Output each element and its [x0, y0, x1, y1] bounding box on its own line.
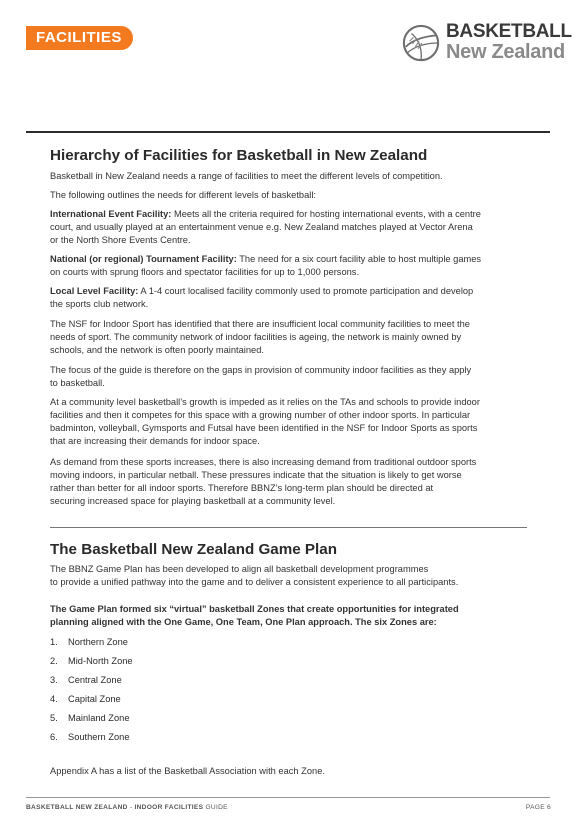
- local-line: the sports club network.: [50, 299, 149, 309]
- logo-line-1: BASKETBALL: [446, 21, 572, 42]
- zone-name: Southern Zone: [68, 732, 130, 742]
- gameplan-line: to provide a unified pathway into the game and to deliver a consistent experience to all participants.: [50, 577, 459, 587]
- page-number: PAGE 6: [525, 804, 551, 811]
- list-number: 2.: [50, 656, 58, 666]
- list-item: [50, 674, 122, 687]
- demand-line: securing increased space for playing basketball at a community level.: [50, 496, 336, 506]
- focus-line: The focus of the guide is therefore on the gaps in provision of community indoor facilities as they apply: [50, 365, 472, 375]
- footer-sep: -: [127, 804, 135, 811]
- gameplan-bold-paragraph: [50, 603, 530, 629]
- list-item: [50, 731, 130, 744]
- section1-title: Hierarchy of Facilities for Basketball in New Zealand: [50, 147, 428, 164]
- footer-guide-title: [26, 804, 228, 811]
- logo-line-2: New Zealand: [446, 41, 565, 63]
- demand-line: As demand from these sports increases, there is also increasing demand from traditional outdoor sports: [50, 457, 477, 467]
- zone-name: Central Zone: [68, 675, 122, 685]
- nsf-paragraph: [50, 318, 530, 357]
- footer-guide-bold: INDOOR FACILITIES: [134, 804, 204, 811]
- zone-name: Mid-North Zone: [68, 656, 133, 666]
- section2-title: The Basketball New Zealand Game Plan: [50, 541, 337, 558]
- section-divider: [50, 527, 527, 528]
- basketball-fern-icon: [402, 24, 440, 62]
- demand-line: moving indoors, in particular netball. These pressures indicate that the situation is likely to get worse: [50, 470, 462, 480]
- list-item: [50, 712, 130, 725]
- header-divider: [26, 131, 550, 133]
- national-text: The need for a six court facility able to host multiple games: [236, 254, 482, 264]
- growth-line: that are increasing their demands for indoor space.: [50, 436, 260, 446]
- international-paragraph: [50, 208, 530, 247]
- growth-paragraph: [50, 396, 530, 448]
- zone-name: Mainland Zone: [68, 713, 130, 723]
- list-number: 4.: [50, 694, 58, 704]
- zone-name: Northern Zone: [68, 637, 128, 647]
- nsf-line: The NSF for Indoor Sport has identified that there are insufficient local community facilities to meet the: [50, 319, 470, 329]
- list-item: [50, 655, 133, 668]
- list-number: 5.: [50, 713, 58, 723]
- footer-divider: [26, 797, 550, 798]
- local-text: A 1-4 court localised facility commonly used to promote participation and develop: [138, 286, 474, 296]
- appendix-note: Appendix A has a list of the Basketball Association with each Zone.: [50, 766, 325, 776]
- international-text: Meets all the criteria required for hosting international events, with a centre: [171, 209, 481, 219]
- footer-org: BASKETBALL NEW ZEALAND: [26, 804, 128, 811]
- growth-line: At a community level basketball’s growth is impeded as it relies on the TAs and schools to provide indoor: [50, 397, 480, 407]
- local-label: Local Level Facility:: [50, 286, 139, 296]
- national-paragraph: [50, 253, 530, 279]
- international-label: International Event Facility:: [50, 209, 172, 219]
- basketball-nz-logo: [402, 21, 572, 64]
- list-number: 3.: [50, 675, 58, 685]
- gameplan-bold-line: planning aligned with the One Game, One Team, One Plan approach. The six Zones are:: [50, 617, 437, 627]
- list-number: 6.: [50, 732, 58, 742]
- nsf-line: needs of sport. The community network of indoor facilities is ageing, the network is mainly owned by: [50, 332, 462, 342]
- section-tag: FACILITIES: [26, 26, 133, 50]
- gameplan-line: The BBNZ Game Plan has been developed to align all basketball development programmes: [50, 564, 429, 574]
- international-line: or the North Shore Events Centre.: [50, 235, 191, 245]
- local-paragraph: [50, 285, 530, 311]
- list-item: [50, 693, 121, 706]
- nsf-line: schools, and the network is often poorly maintained.: [50, 345, 264, 355]
- gameplan-intro: [50, 563, 530, 589]
- zones-list: [50, 636, 530, 756]
- growth-line: facilities and then it competes for this space with a growing number of other indoor sports. In particular: [50, 410, 471, 420]
- demand-paragraph: [50, 456, 530, 508]
- zone-name: Capital Zone: [68, 694, 121, 704]
- focus-paragraph: [50, 364, 530, 390]
- gameplan-bold-line: The Game Plan formed six “virtual” basketball Zones that create opportunities for integrated: [50, 604, 459, 614]
- list-item: [50, 636, 128, 649]
- outline-paragraph: The following outlines the needs for different levels of basketball:: [50, 190, 316, 200]
- list-number: 1.: [50, 637, 58, 647]
- international-line: court, and usually played at an entertainment venue e.g. New Zealand matches played at Vector Arena: [50, 222, 473, 232]
- national-line: on courts with sprung floors and spectator facilities for up to 1,000 persons.: [50, 267, 360, 277]
- growth-line: badminton, volleyball, Gymsports and Futsal have been identified in the NSF for Indoor Sports as sports: [50, 423, 478, 433]
- demand-line: rather than better for all indoor sports. Therefore BBNZ’s long-term plan should be directed at: [50, 483, 434, 493]
- footer-guide-rest: GUIDE: [203, 804, 228, 811]
- intro-paragraph: Basketball in New Zealand needs a range of facilities to meet the different levels of competition.: [50, 171, 443, 181]
- focus-line: to basketball.: [50, 378, 105, 388]
- national-label: National (or regional) Tournament Facility:: [50, 254, 237, 264]
